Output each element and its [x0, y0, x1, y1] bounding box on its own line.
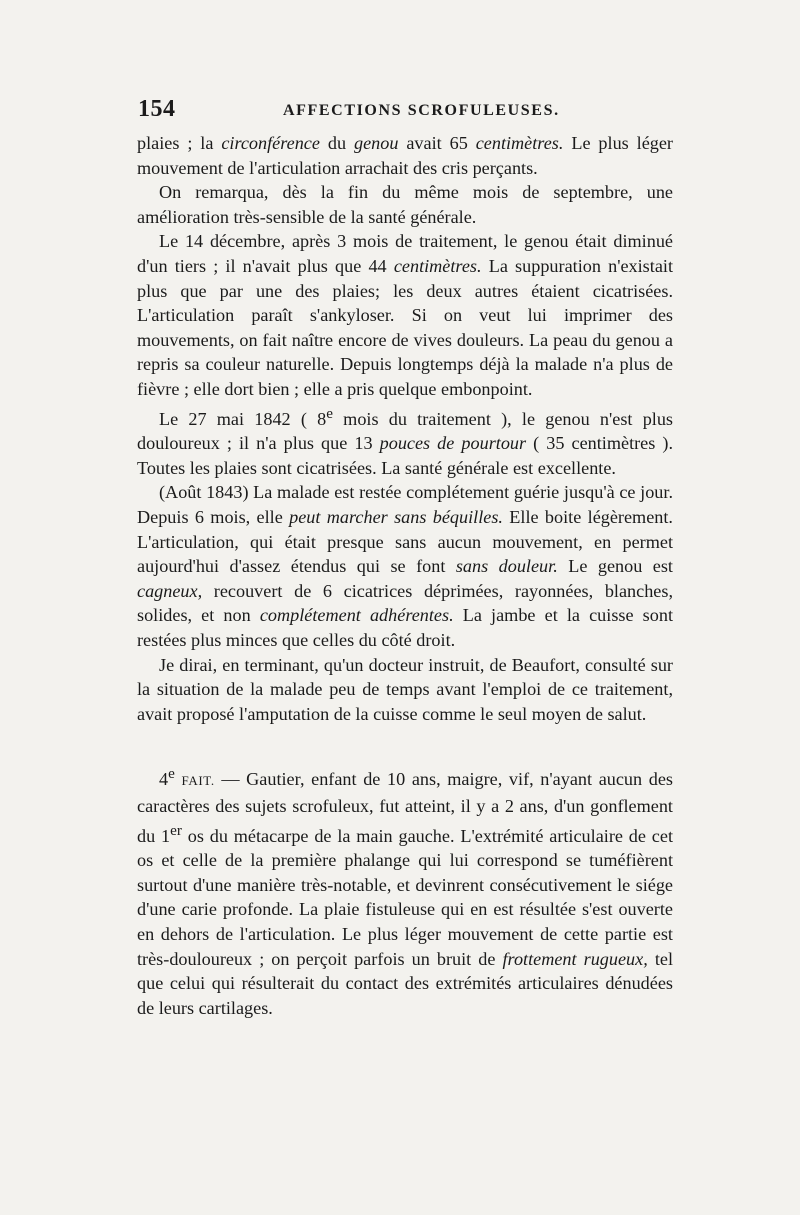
text-run: Le 14 décembre, après 3 mois de traitement, le genou était diminué d'un tiers ; il n'avait plus que 44: [137, 231, 673, 276]
text-run: du: [319, 133, 354, 153]
text-run: Le plus léger mouvement de l'articulation arrachait des cris perçants.: [137, 133, 673, 178]
italic-text: circonférence: [221, 133, 320, 153]
text-run: ( 35 centimètres ). Toutes les plaies sont cicatrisées. La santé générale est excellente.: [137, 433, 673, 478]
text-run: — Gautier, enfant de 10 ans, maigre, vif, n'ayant aucun des caractères des sujets scrofuleux, fut atteint, il y a 2 ans, d'un gonflement du 1: [137, 769, 673, 846]
paragraph: [137, 180, 673, 229]
text-run: Le genou est: [557, 556, 673, 577]
text-run: La jambe et la cuisse sont restées plus minces que celles du côté droit.: [137, 605, 673, 650]
italic-text: genou: [353, 133, 399, 153]
italic-text: complétement adhérentes.: [259, 605, 454, 626]
text-run: plaies ; la: [137, 133, 222, 153]
text-run: tel que celui qui résulterait du contact des extrémités articulaires dénudées de leurs cartilages.: [137, 948, 673, 1018]
text-run: La suppuration n'existait plus que par une des plaies; les deux autres étaient cicatrisées. L'articulation paraît s'ankyloser. Si on veut lui imprimer des mouvements, on fait naître encore de vives douleurs. La peau du genou a repris sa couleur naturelle. Depuis longtemps déjà la malade n'a plus de fièvre ; elle dort bien ; elle a pris quelque embonpoint.: [137, 255, 673, 399]
paragraph: [137, 480, 673, 652]
paragraph: [137, 402, 673, 481]
text-run: mois du traitement ), le genou n'est plus douloureux ; il n'a plus que 13: [137, 408, 674, 454]
italic-text: centimètres.: [475, 133, 564, 153]
text-run: avait 65: [398, 133, 476, 153]
italic-text: sans douleur.: [455, 556, 558, 577]
paragraph: [137, 229, 673, 401]
small-caps-text: FAIT.: [181, 773, 215, 789]
italic-text: pouces de pourtour: [379, 433, 527, 454]
paragraph: [137, 131, 673, 180]
running-title: AFFECTIONS SCROFULEUSES.: [283, 102, 560, 119]
superscript: er: [170, 821, 182, 839]
page-body: [137, 131, 673, 1020]
text-run: Elle boite légèrement. L'articulation, qui était presque sans aucun mouvement, en permet aujourd'hui d'assez étendus qui se font: [137, 506, 673, 577]
text-run: os du métacarpe de la main gauche. L'extrémité articulaire de cet os et celle de la première phalange qui lui correspond se tuméfièrent surtout d'une manière très-notable, et devinrent consécutivement le siége d'une carie profonde. La plaie fistuleuse qui en est résultée s'est ouverte en dehors de l'articulation. Le plus léger mouvement de cette partie est très-douloureux ; on perçoit parfois un bruit de: [137, 825, 673, 969]
text-run: 4: [159, 769, 169, 790]
text-run: On remarqua, dès la fin du même mois de septembre, une amélioration très-sensible de la santé générale.: [137, 182, 673, 227]
italic-text: peut marcher sans béquilles.: [289, 506, 503, 527]
italic-text: frottement rugueux,: [502, 948, 648, 969]
text-run: Le 27 mai 1842 ( 8: [159, 408, 327, 429]
text-run: Je dirai, en terminant, qu'un docteur instruit, de Beaufort, consulté sur la situation de la malade peu de temps avant l'emploi de ce traitement, avait proposé l'amputation de la cuisse comme le seul moyen de salut.: [137, 654, 673, 724]
paragraph: [137, 653, 673, 727]
text-run: (Août 1843) La malade est restée complétement guérie jusqu'à ce jour. Depuis 6 mois, elle: [137, 482, 673, 527]
italic-text: cagneux,: [137, 580, 203, 601]
page-header: [138, 96, 672, 130]
italic-text: centimètres.: [393, 255, 482, 276]
text-run: recouvert de 6 cicatrices déprimées, rayonnées, blanches, solides, et non: [137, 580, 673, 626]
page-number: 154: [138, 96, 176, 122]
paragraph: [137, 762, 673, 1020]
superscript: e: [326, 404, 333, 422]
superscript: e: [168, 765, 175, 783]
